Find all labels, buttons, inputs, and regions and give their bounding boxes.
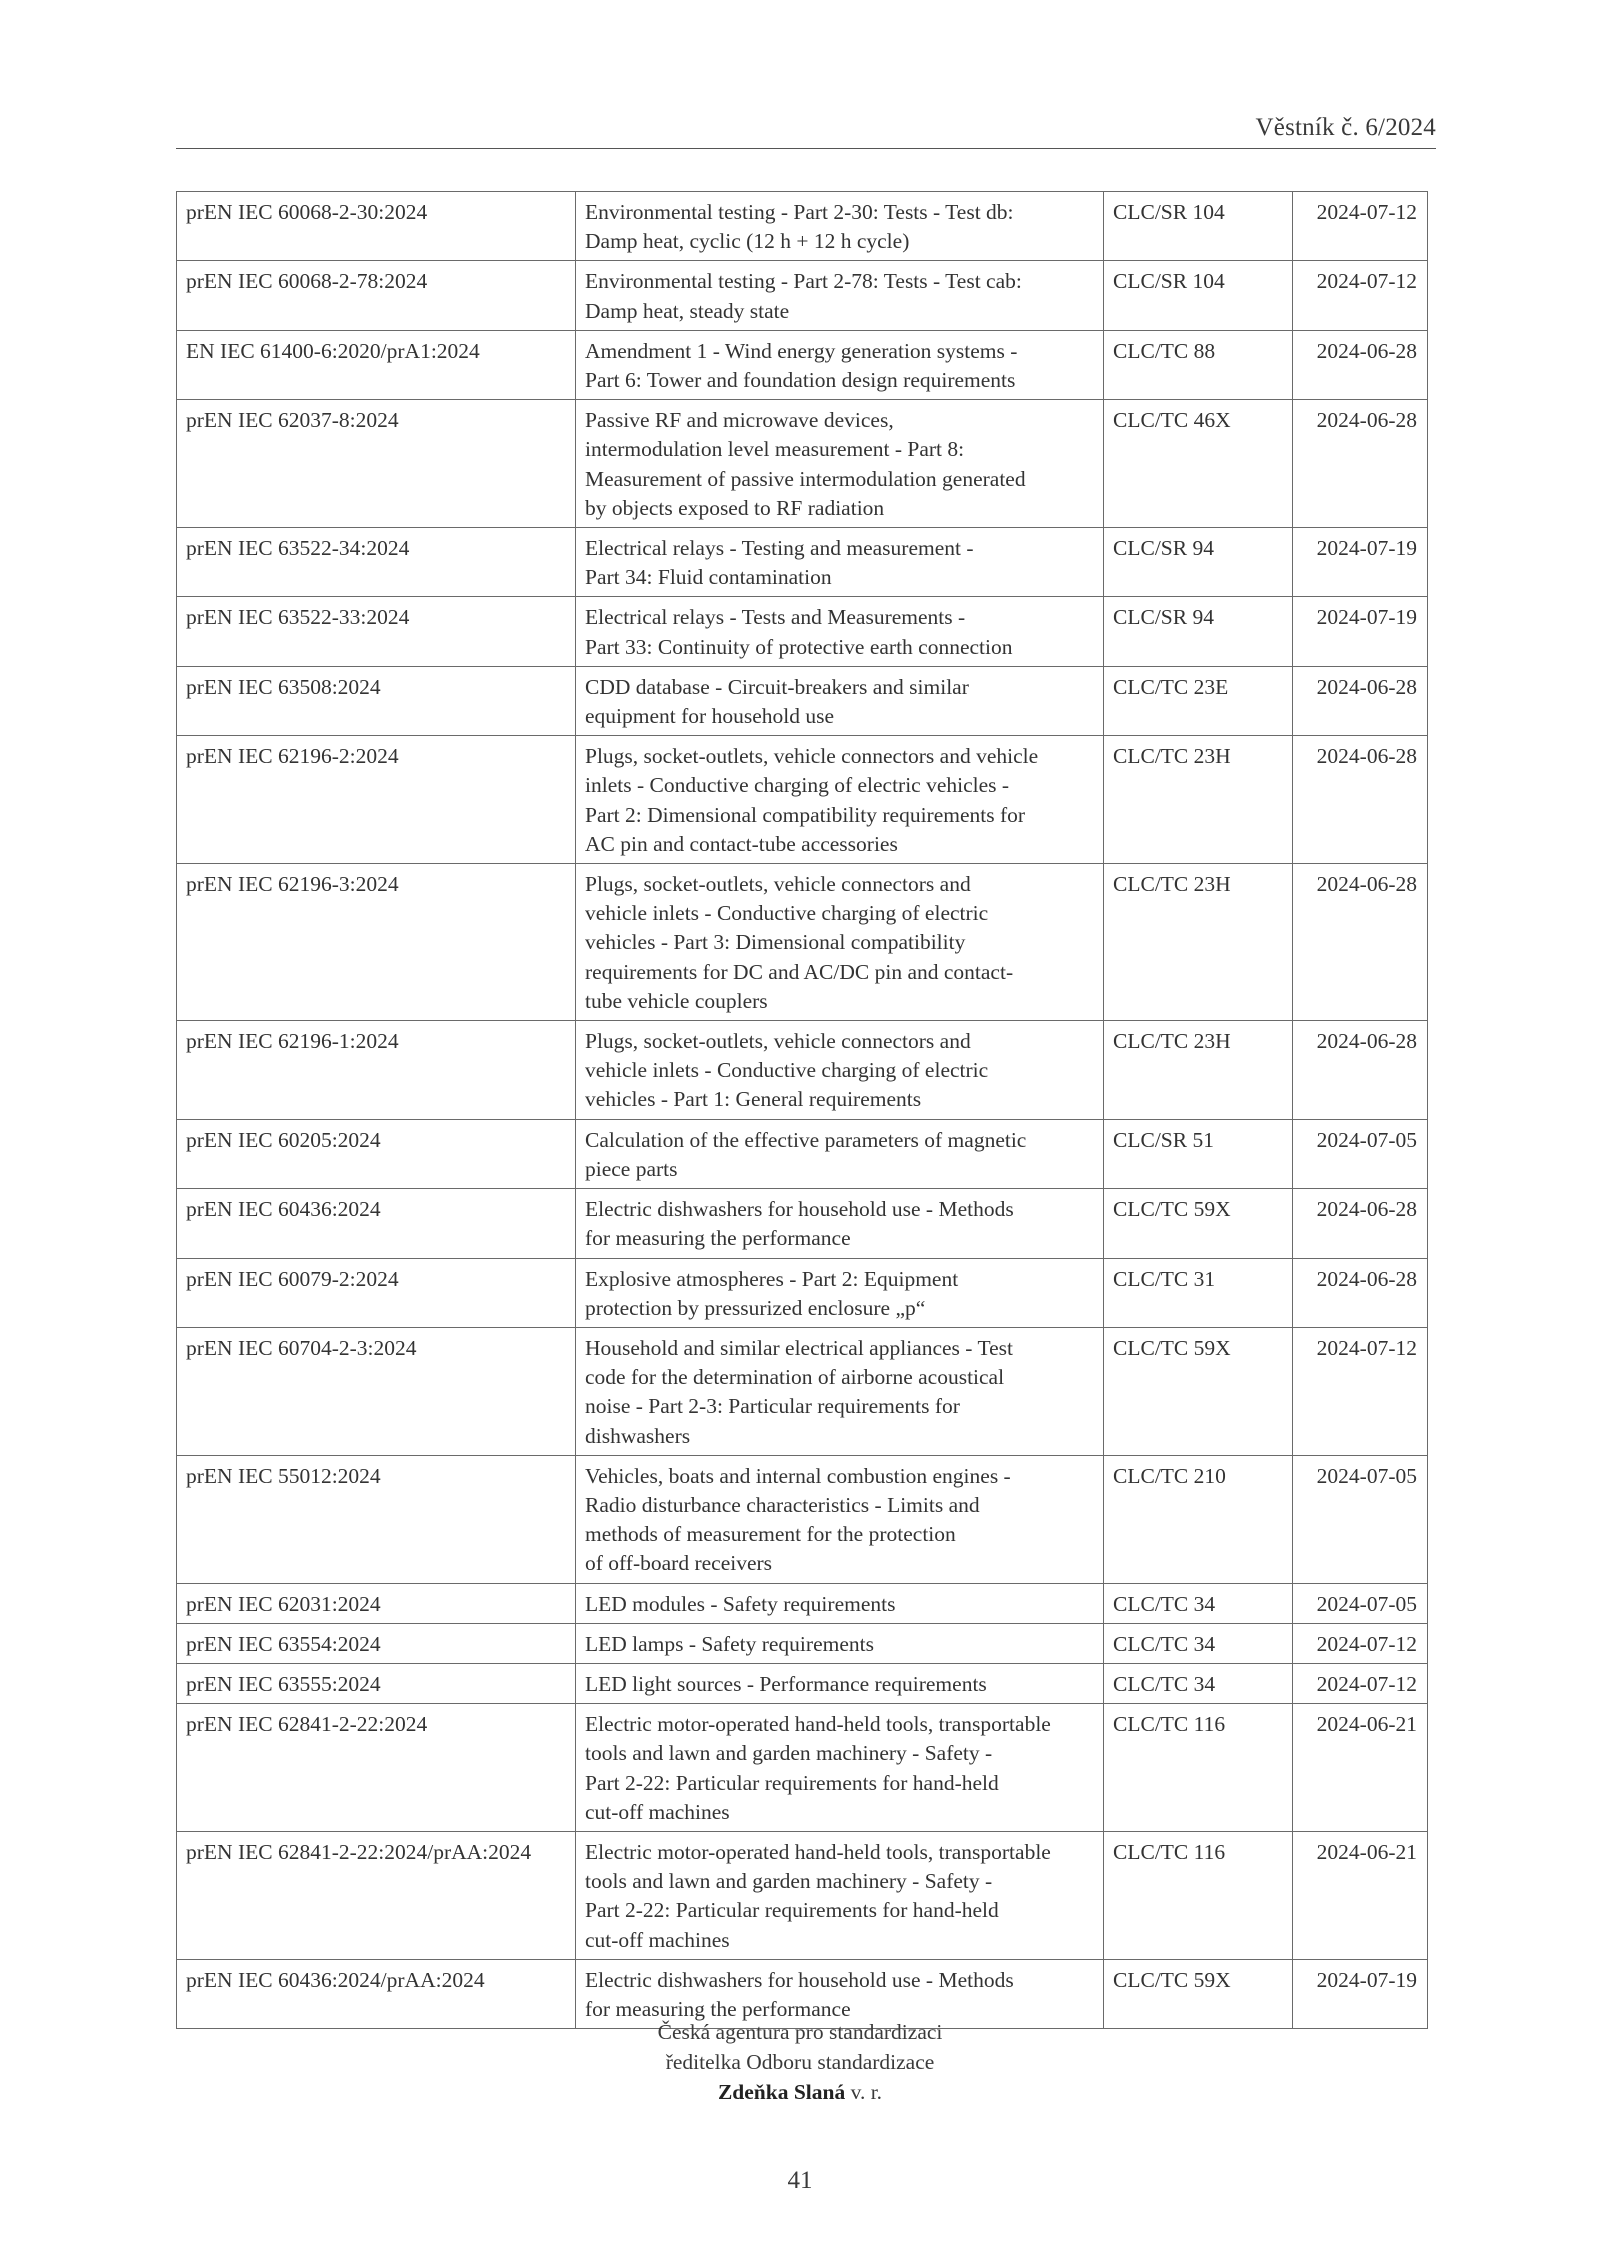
standard-id-cell: EN IEC 61400-6:2020/prA1:2024 [177, 330, 576, 399]
standard-id-cell: prEN IEC 63508:2024 [177, 666, 576, 735]
standard-id-cell: prEN IEC 60704-2-3:2024 [177, 1327, 576, 1455]
signatory-name: Zdeňka Slaná [717, 2080, 846, 2104]
page-header [176, 108, 1436, 149]
committee-cell: CLC/TC 34 [1104, 1623, 1293, 1663]
deadline-date-cell: 2024-07-05 [1293, 1583, 1428, 1623]
table-row [177, 1189, 1428, 1258]
deadline-date-cell: 2024-06-28 [1293, 736, 1428, 864]
standards-table [176, 191, 1428, 2029]
committee-cell: CLC/TC 34 [1104, 1663, 1293, 1703]
table-row [177, 864, 1428, 1021]
standard-id-cell: prEN IEC 62037-8:2024 [177, 400, 576, 528]
deadline-date-cell: 2024-06-28 [1293, 400, 1428, 528]
table-row [177, 1623, 1428, 1663]
standard-title-cell: Electric dishwashers for household use - Methods for measuring the performance [576, 1959, 1104, 2028]
agency-name: Česká agentura pro standardizaci [657, 2020, 943, 2044]
deadline-date-cell: 2024-06-28 [1293, 666, 1428, 735]
standard-id-cell: prEN IEC 60068-2-78:2024 [177, 261, 576, 330]
table-row [177, 1704, 1428, 1832]
table-row [177, 1258, 1428, 1327]
deadline-date-cell: 2024-07-05 [1293, 1119, 1428, 1188]
standard-id-cell: prEN IEC 63555:2024 [177, 1663, 576, 1703]
standard-title-cell: Electric motor-operated hand-held tools, transportable tools and lawn and garden machinery - Safety - Part 2-22: Particular requirements for hand-held cut-off machines [576, 1831, 1104, 1959]
standard-id-cell: prEN IEC 63522-34:2024 [177, 528, 576, 597]
deadline-date-cell: 2024-06-21 [1293, 1831, 1428, 1959]
standard-title-cell: LED modules - Safety requirements [576, 1583, 1104, 1623]
standard-id-cell: prEN IEC 55012:2024 [177, 1455, 576, 1583]
standard-title-cell: Household and similar electrical appliances - Test code for the determination of airborne acoustical noise - Part 2-3: Particular requirements for dishwashers [576, 1327, 1104, 1455]
deadline-date-cell: 2024-07-19 [1293, 528, 1428, 597]
table-row [177, 1455, 1428, 1583]
deadline-date-cell: 2024-07-12 [1293, 1327, 1428, 1455]
page-number: 41 [787, 2167, 813, 2194]
standard-title-cell: Environmental testing - Part 2-30: Tests - Test db: Damp heat, cyclic (12 h + 12 h cycle) [576, 192, 1104, 261]
standard-title-cell: Amendment 1 - Wind energy generation systems - Part 6: Tower and foundation design requirements [576, 330, 1104, 399]
standard-id-cell: prEN IEC 63522-33:2024 [177, 597, 576, 666]
committee-cell: CLC/TC 210 [1104, 1455, 1293, 1583]
deadline-date-cell: 2024-06-28 [1293, 864, 1428, 1021]
table-row [177, 330, 1428, 399]
standard-title-cell: Plugs, socket-outlets, vehicle connectors and vehicle inlets - Conductive charging of electric vehicles - Part 2: Dimensional compatibility requirements for AC pin and contact-tube accessories [576, 736, 1104, 864]
deadline-date-cell: 2024-06-28 [1293, 1189, 1428, 1258]
standard-id-cell: prEN IEC 60436:2024/prAA:2024 [177, 1959, 576, 2028]
committee-cell: CLC/TC 116 [1104, 1704, 1293, 1832]
standard-id-cell: prEN IEC 62031:2024 [177, 1583, 576, 1623]
standard-id-cell: prEN IEC 60205:2024 [177, 1119, 576, 1188]
standards-table-container [176, 191, 1428, 2029]
signatory-role: ředitelka Odboru standardizace [665, 2050, 935, 2074]
table-row [177, 1327, 1428, 1455]
signatory-line [0, 2077, 1600, 2107]
committee-cell: CLC/TC 23H [1104, 736, 1293, 864]
committee-cell: CLC/SR 104 [1104, 192, 1293, 261]
committee-cell: CLC/TC 23H [1104, 864, 1293, 1021]
deadline-date-cell: 2024-06-21 [1293, 1704, 1428, 1832]
standard-title-cell: Passive RF and microwave devices, intermodulation level measurement - Part 8: Measurement of passive intermodulation generated by objects exposed to RF radiation [576, 400, 1104, 528]
committee-cell: CLC/TC 59X [1104, 1959, 1293, 2028]
committee-cell: CLC/TC 59X [1104, 1327, 1293, 1455]
deadline-date-cell: 2024-07-19 [1293, 1959, 1428, 2028]
table-row [177, 1119, 1428, 1188]
committee-cell: CLC/SR 51 [1104, 1119, 1293, 1188]
standard-title-cell: LED light sources - Performance requirements [576, 1663, 1104, 1703]
committee-cell: CLC/TC 88 [1104, 330, 1293, 399]
standard-title-cell: Explosive atmospheres - Part 2: Equipment protection by pressurized enclosure „p“ [576, 1258, 1104, 1327]
table-row [177, 1831, 1428, 1959]
deadline-date-cell: 2024-07-12 [1293, 1663, 1428, 1703]
deadline-date-cell: 2024-06-28 [1293, 330, 1428, 399]
table-row [177, 597, 1428, 666]
table-row [177, 736, 1428, 864]
standard-id-cell: prEN IEC 62841-2-22:2024/prAA:2024 [177, 1831, 576, 1959]
committee-cell: CLC/TC 31 [1104, 1258, 1293, 1327]
table-row [177, 192, 1428, 261]
committee-cell: CLC/TC 23H [1104, 1021, 1293, 1120]
standard-id-cell: prEN IEC 62196-3:2024 [177, 864, 576, 1021]
committee-cell: CLC/TC 23E [1104, 666, 1293, 735]
standard-id-cell: prEN IEC 60079-2:2024 [177, 1258, 576, 1327]
table-row [177, 1021, 1428, 1120]
standard-id-cell: prEN IEC 63554:2024 [177, 1623, 576, 1663]
table-row [177, 528, 1428, 597]
deadline-date-cell: 2024-07-12 [1293, 192, 1428, 261]
standard-id-cell: prEN IEC 62196-2:2024 [177, 736, 576, 864]
committee-cell: CLC/TC 116 [1104, 1831, 1293, 1959]
standard-title-cell: Electrical relays - Tests and Measurements - Part 33: Continuity of protective earth connection [576, 597, 1104, 666]
standard-title-cell: LED lamps - Safety requirements [576, 1623, 1104, 1663]
standards-table-body [177, 192, 1428, 2029]
committee-cell: CLC/SR 104 [1104, 261, 1293, 330]
committee-cell: CLC/TC 34 [1104, 1583, 1293, 1623]
table-row [177, 400, 1428, 528]
standard-title-cell: Environmental testing - Part 2-78: Tests - Test cab: Damp heat, steady state [576, 261, 1104, 330]
deadline-date-cell: 2024-07-05 [1293, 1455, 1428, 1583]
committee-cell: CLC/TC 59X [1104, 1189, 1293, 1258]
table-row [177, 1663, 1428, 1703]
standard-title-cell: CDD database - Circuit-breakers and similar equipment for household use [576, 666, 1104, 735]
standard-id-cell: prEN IEC 60436:2024 [177, 1189, 576, 1258]
deadline-date-cell: 2024-07-19 [1293, 597, 1428, 666]
journal-title: Věstník č. 6/2024 [1255, 114, 1436, 141]
signature-block [0, 2017, 1600, 2107]
standard-title-cell: Electric motor-operated hand-held tools, transportable tools and lawn and garden machinery - Safety - Part 2-22: Particular requirements for hand-held cut-off machines [576, 1704, 1104, 1832]
deadline-date-cell: 2024-06-28 [1293, 1021, 1428, 1120]
standard-id-cell: prEN IEC 60068-2-30:2024 [177, 192, 576, 261]
standard-title-cell: Plugs, socket-outlets, vehicle connectors and vehicle inlets - Conductive charging of electric vehicles - Part 3: Dimensional compatibility requirements for DC and AC/DC pin and contact- tube vehicle couplers [576, 864, 1104, 1021]
committee-cell: CLC/TC 46X [1104, 400, 1293, 528]
table-row [177, 261, 1428, 330]
table-row [177, 1583, 1428, 1623]
standard-title-cell: Calculation of the effective parameters of magnetic piece parts [576, 1119, 1104, 1188]
table-row [177, 666, 1428, 735]
standard-title-cell: Electrical relays - Testing and measurement - Part 34: Fluid contamination [576, 528, 1104, 597]
deadline-date-cell: 2024-07-12 [1293, 261, 1428, 330]
standard-title-cell: Plugs, socket-outlets, vehicle connectors and vehicle inlets - Conductive charging of electric vehicles - Part 1: General requirements [576, 1021, 1104, 1120]
deadline-date-cell: 2024-07-12 [1293, 1623, 1428, 1663]
committee-cell: CLC/SR 94 [1104, 528, 1293, 597]
standard-title-cell: Vehicles, boats and internal combustion engines - Radio disturbance characteristics - Limits and methods of measurement for the protection of off-board receivers [576, 1455, 1104, 1583]
standard-title-cell: Electric dishwashers for household use - Methods for measuring the performance [576, 1189, 1104, 1258]
committee-cell: CLC/SR 94 [1104, 597, 1293, 666]
standard-id-cell: prEN IEC 62196-1:2024 [177, 1021, 576, 1120]
signatory-suffix: v. r. [845, 2080, 883, 2104]
deadline-date-cell: 2024-06-28 [1293, 1258, 1428, 1327]
standard-id-cell: prEN IEC 62841-2-22:2024 [177, 1704, 576, 1832]
